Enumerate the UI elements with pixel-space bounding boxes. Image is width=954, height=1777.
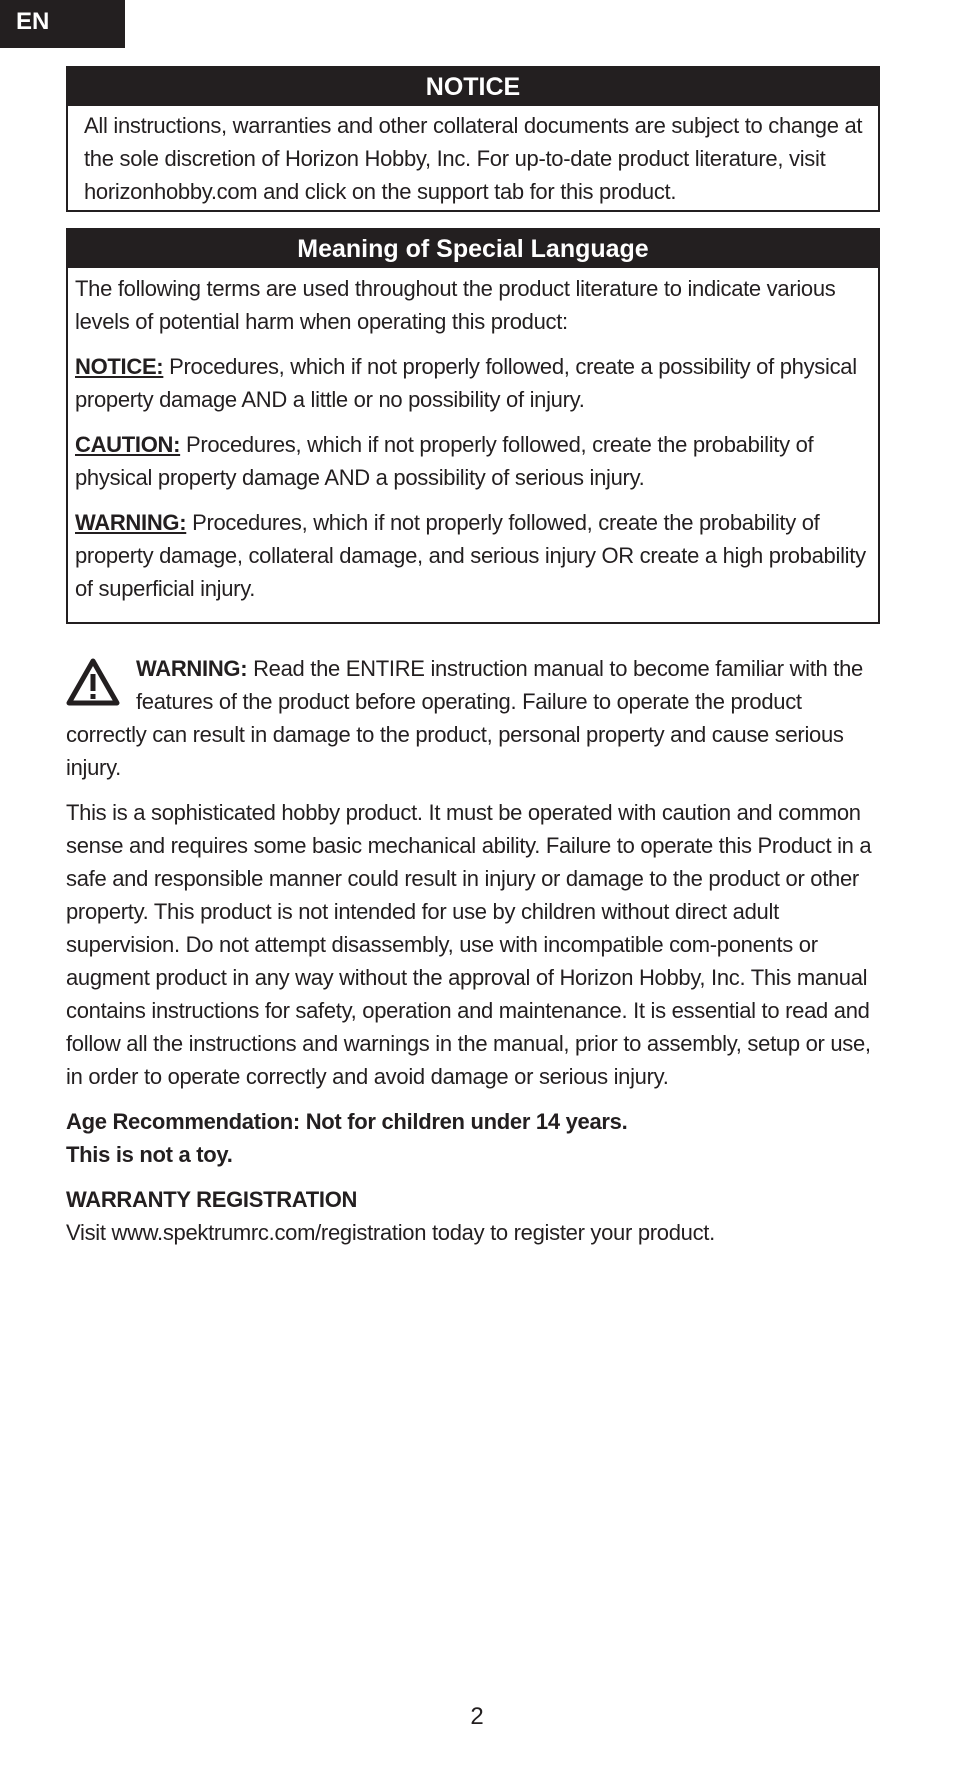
notice-term: NOTICE: <box>75 354 164 379</box>
main-content <box>66 652 886 1249</box>
notice-definition-text: Procedures, which if not properly followed, create a possibility of physical property damage AND a little or no possibility of injury. <box>75 354 857 412</box>
age-line-2: This is not a toy. <box>66 1142 233 1167</box>
warranty-heading: WARRANTY REGISTRATION <box>66 1187 358 1212</box>
notice-heading: NOTICE <box>68 68 878 106</box>
warning-definition <box>75 506 868 605</box>
special-language-box <box>66 228 880 624</box>
caution-term: CAUTION: <box>75 432 181 457</box>
caution-definition-text: Procedures, which if not properly followed, create the probability of physical property damage AND a possibility of serious injury. <box>75 432 814 490</box>
notice-box <box>66 66 880 212</box>
language-tab: EN <box>0 0 125 48</box>
age-recommendation <box>66 1105 886 1171</box>
warning-definition-text: Procedures, which if not properly followed, create the probability of property damage, collateral damage, and serious injury OR create a high probability of superficial injury. <box>75 510 866 601</box>
warning-paragraph <box>66 652 886 784</box>
product-paragraph: This is a sophisticated hobby product. It must be operated with caution and common sense and requires some basic mechanical ability. Failure to operate this Product in a safe and responsible manner could result in injury or damage to the product or other property. This product is not intended for use by children without direct adult supervision. Do not attempt disassembly, use with incompatible com-ponents or augment product in any way without the approval of Horizon Hobby, Inc. This manual contains instructions for safety, operation and maintenance. It is essential to read and follow all the instructions and warnings in the manual, prior to assembly, setup or use, in order to operate correctly and avoid damage or serious injury. <box>66 800 872 1089</box>
notice-definition <box>75 350 868 416</box>
notice-body: All instructions, warranties and other collateral documents are subject to change at the sole discretion of Horizon Hobby, Inc. For up-to-date product literature, visit horizonhobby.com and click on the support tab for this product. <box>84 113 863 204</box>
warning-term: WARNING: <box>75 510 187 535</box>
warning-triangle-icon <box>66 658 120 708</box>
caution-definition <box>75 428 868 494</box>
warning-text: Read the ENTIRE instruction manual to become familiar with the features of the product before operating. Failure to operate the product correctly can result in damage to the product, personal property and cause serious injury. <box>66 656 863 780</box>
special-language-intro: The following terms are used throughout the product literature to indicate various levels of potential harm when operating this product: <box>75 276 836 334</box>
page-number: 2 <box>470 1703 484 1730</box>
warranty-text: Visit www.spektrumrc.com/registration today to register your product. <box>66 1220 715 1245</box>
warning-label: WARNING: <box>136 656 248 681</box>
age-line-1: Age Recommendation: Not for children under 14 years. <box>66 1109 628 1134</box>
special-language-heading: Meaning of Special Language <box>68 230 878 268</box>
